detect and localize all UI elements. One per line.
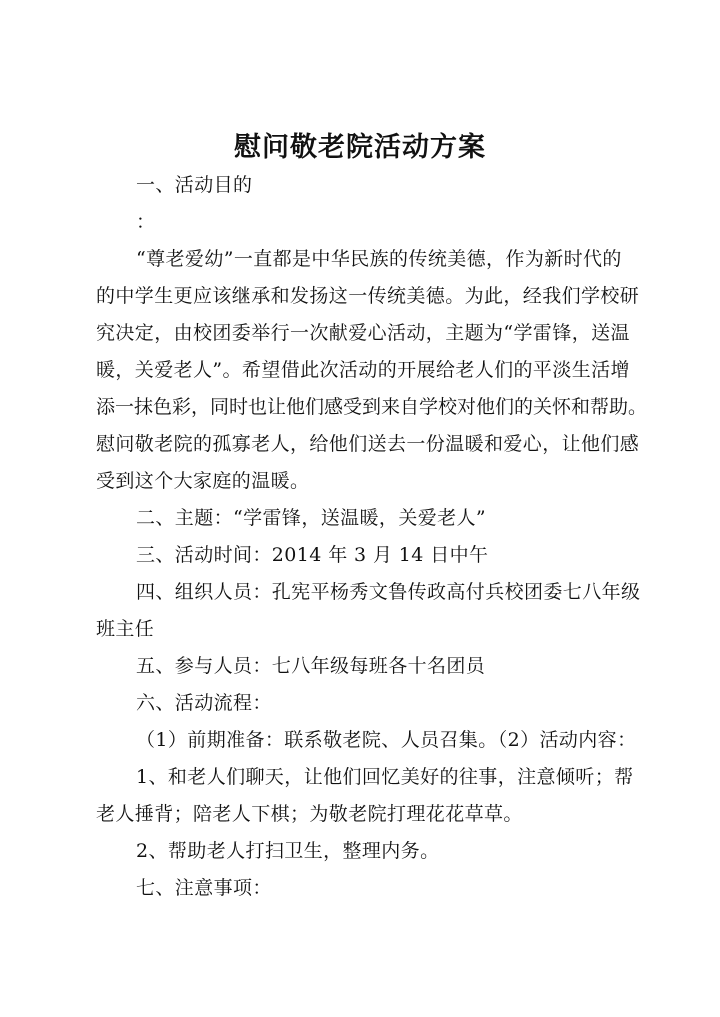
section-heading-participants: 五、参与人员：七八年级每班各十名团员 [136, 655, 486, 677]
paragraph-line: 慰问敬老院的孤寡老人，给他们送去一份温暖和爱心，让他们感 [96, 433, 640, 455]
paragraph-line: 究决定，由校团委举行一次献爱心活动，主题为“学雷锋，送温 [96, 322, 630, 344]
paragraph-line: 受到这个大家庭的温暖。 [96, 470, 310, 492]
colon-line: ： [136, 211, 156, 233]
process-step-line: 2、帮助老人打扫卫生，整理内务。 [136, 840, 440, 862]
section-heading-organizers: 四、组织人员：孔宪平杨秀文鲁传政高付兵校团委七八年级 [136, 581, 641, 603]
paragraph-line: 班主任 [96, 618, 155, 640]
process-step-line: 1、和老人们聊天，让他们回忆美好的往事，注意倾听；帮 [136, 766, 634, 788]
paragraph-line: 的中学生更应该继承和发扬这一传统美德。为此，经我们学校研 [96, 285, 640, 307]
section-heading-purpose: 一、活动目的 [136, 174, 253, 196]
section-heading-notes: 七、注意事项： [136, 877, 272, 899]
paragraph-line: 添一抹色彩，同时也让他们感受到来自学校对他们的关怀和帮助。 [96, 396, 648, 418]
section-heading-time: 三、活动时间：2014 年 3 月 14 日中午 [136, 544, 489, 566]
section-heading-process: 六、活动流程： [136, 692, 272, 714]
section-heading-theme: 二、主题：“学雷锋，送温暖，关爱老人” [136, 507, 487, 529]
paragraph-line: 暖，关爱老人”。希望借此次活动的开展给老人们的平淡生活增 [96, 359, 630, 381]
process-step-line: 老人捶背；陪老人下棋；为敬老院打理花花草草。 [96, 803, 523, 825]
document-title: 慰问敬老院活动方案 [234, 132, 486, 163]
paragraph-line: “尊老爱幼”一直都是中华民族的传统美德，作为新时代的 [136, 248, 622, 270]
process-step-line: （1）前期准备：联系敬老院、人员召集。（2）活动内容： [136, 729, 637, 751]
